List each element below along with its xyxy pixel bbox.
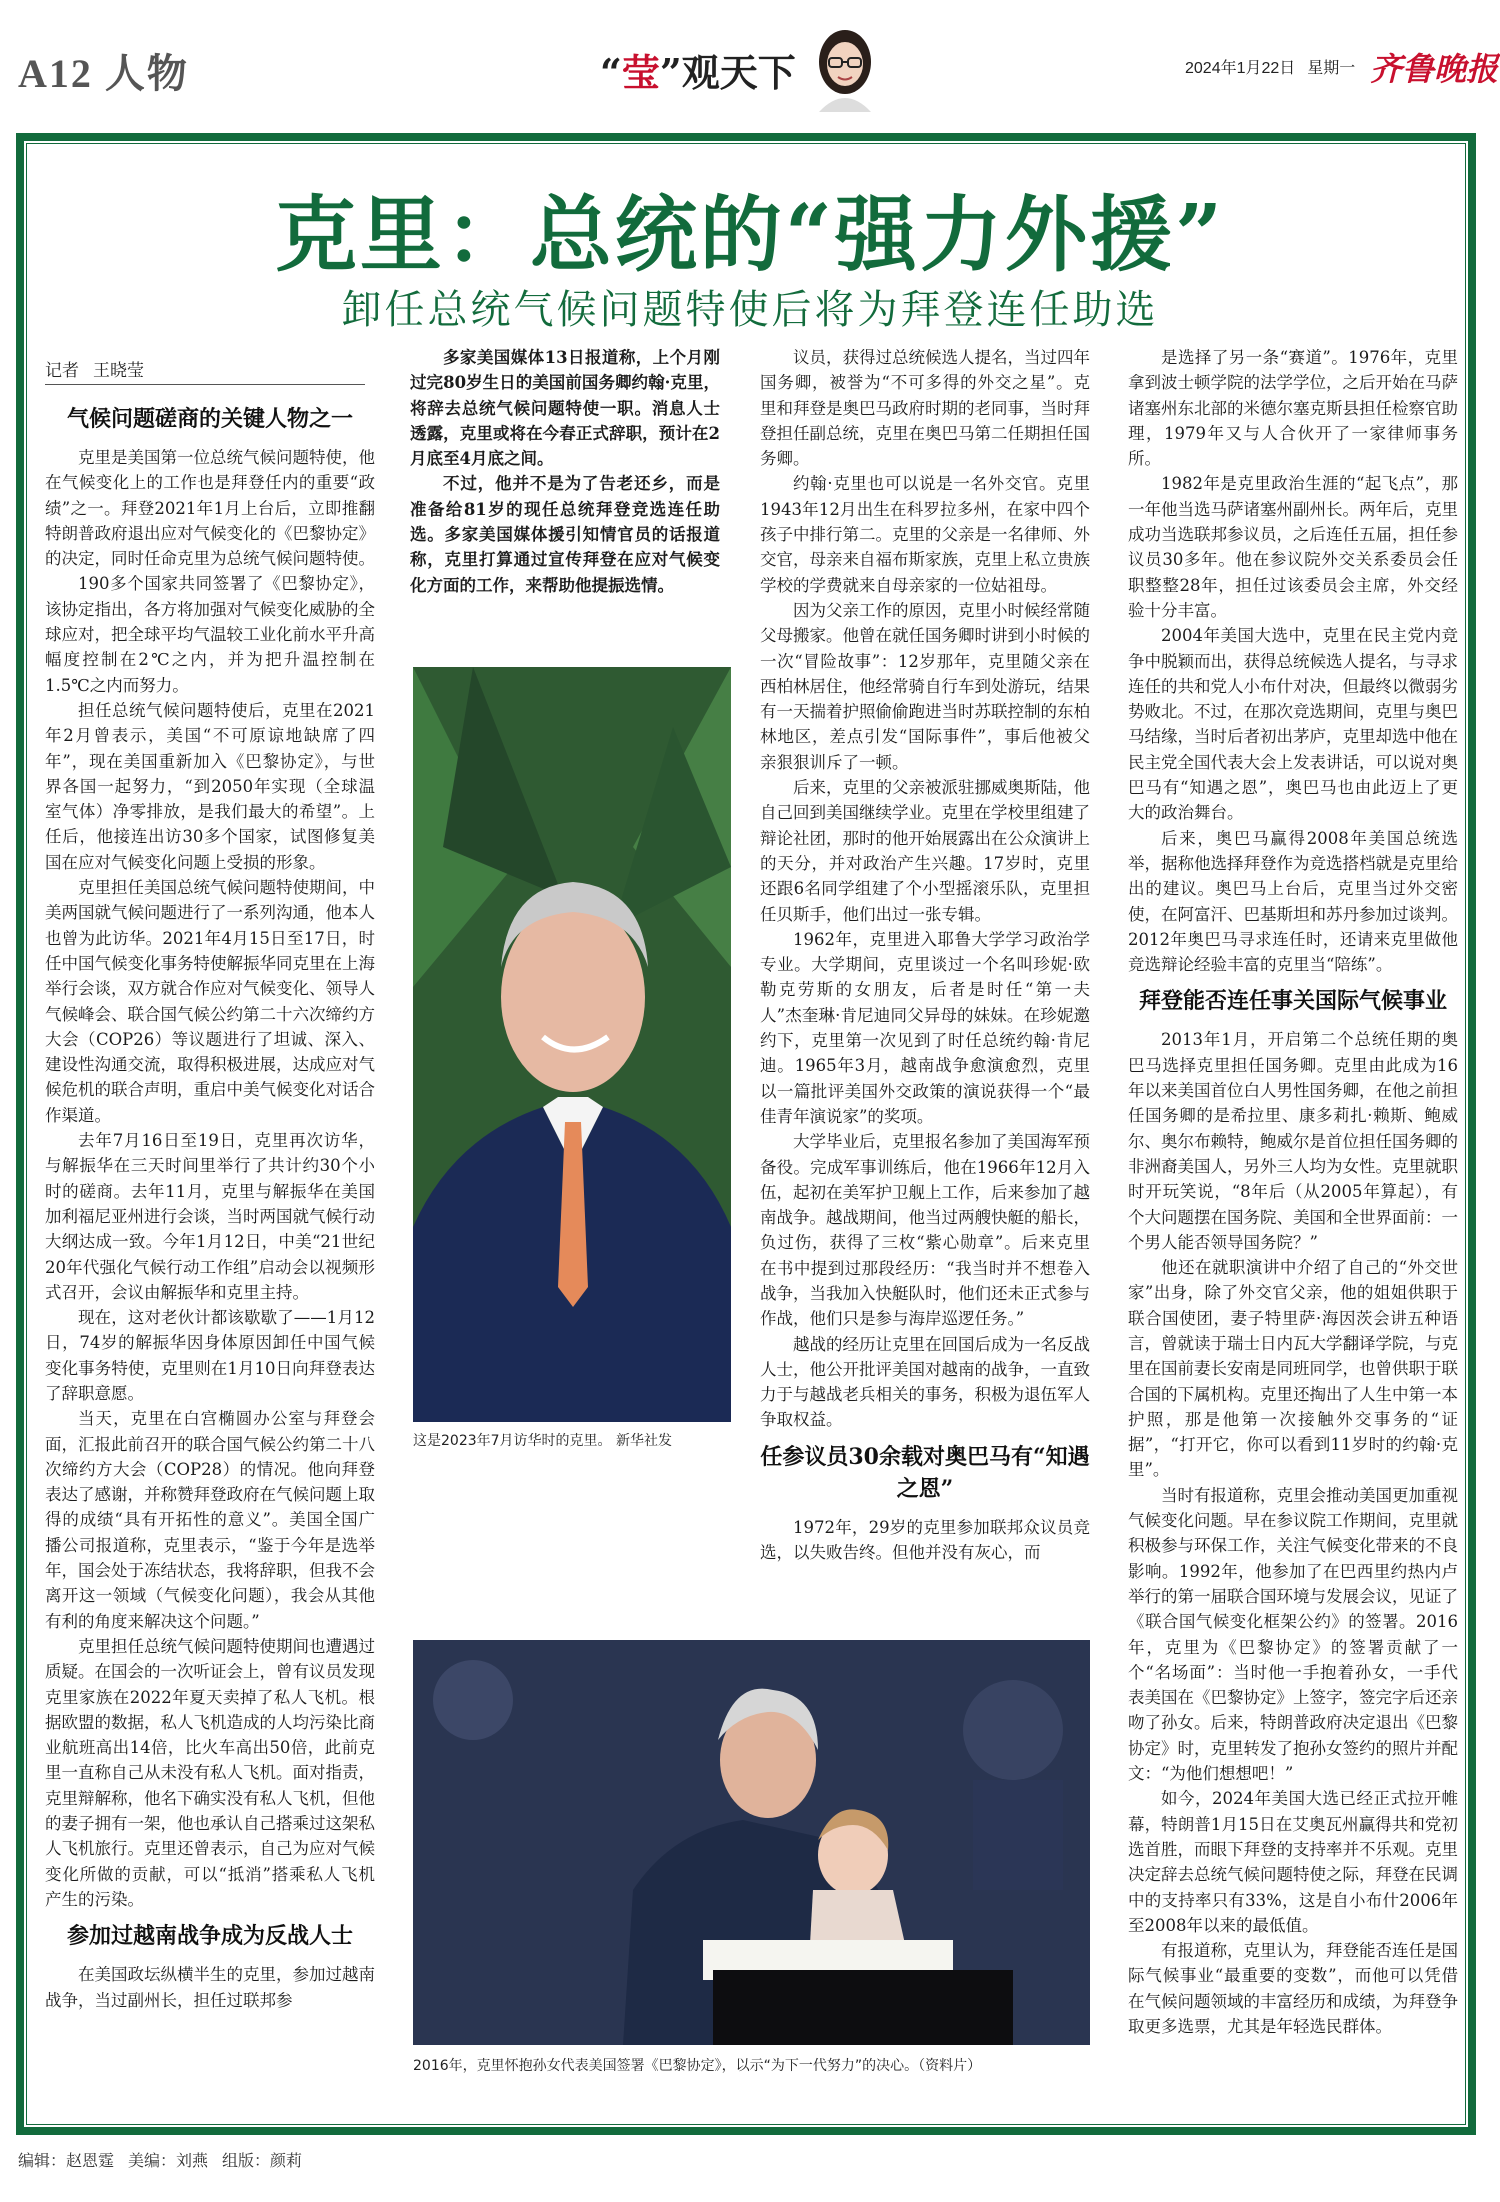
photo-caption: 2016年，克里怀抱孙女代表美国签署《巴黎协定》，以示“为下一代努力”的决心。（资料片） bbox=[413, 2058, 982, 2074]
column-3 bbox=[760, 345, 1090, 1565]
paragraph: 2013年1月，开启第二个总统任期的奥巴马选择克里担任国务卿。克里由此成为16年以来美国首位白人男性国务卿，在他之前担任国务卿的是希拉里、康多莉扎·赖斯、鲍威尔、奥尔布赖特，鲍威尔是首位担任国务卿的非洲裔美国人，另外三人均为女性。克里就职时开玩笑说，“8年后（从2005年算起），有个大问题摆在国务院、美国和全世界面前：一个男人能否领导国务院？” bbox=[1128, 1030, 1458, 1252]
lead-paragraph: 多家美国媒体13日报道称，上个月刚过完80岁生日的美国前国务卿约翰·克里，将辞去总统气候问题特使一职。消息人士透露，克里或将在今春正式辞职，预计在2月底至4月底之间。 bbox=[410, 348, 720, 469]
paragraph: 有报道称，克里认为，拜登能否连任是国际气候事业“最重要的变数”，而他可以凭借在气候问题领域的丰富经历和成绩，为拜登争取更多选票，尤其是年轻选民群体。 bbox=[1128, 1941, 1458, 2036]
issue-weekday: 星期一 bbox=[1307, 60, 1356, 77]
paragraph: 克里是美国第一位总统气候问题特使，他在气候变化上的工作也是拜登任内的重要“政绩”之一。拜登2021年1月上台后，立即推翻特朗普政府退出应对气候变化的《巴黎协定》的决定，同时任命克里为总统气候问题特使。 bbox=[45, 448, 375, 569]
paragraph: 担任总统气候问题特使后，克里在2021年2月曾表示，美国“不可原谅地缺席了四年”，现在美国重新加入《巴黎协定》，与世界各国一起努力，“到2050年实现（全球温室气体）净零排放，是我们最大的希望”。上任后，他接连出访30多个国家，试图修复美国在应对气候变化问题上受损的形象。 bbox=[45, 700, 375, 872]
paper-logo: 齐鲁晚报 bbox=[1370, 50, 1499, 88]
column-1 bbox=[45, 395, 375, 2013]
paragraph: 现在，这对老伙计都该歇歇了——1月12日，74岁的解振华因身体原因卸任中国气候变化事务特使，克里则在1月10日向拜登表达了辞职意愿。 bbox=[45, 1308, 375, 1403]
layout-credit: 组版：颜莉 bbox=[222, 2151, 303, 2170]
column-2-lead bbox=[410, 345, 720, 598]
portrait-image bbox=[413, 667, 731, 1422]
masthead bbox=[0, 0, 1500, 115]
paragraph: 克里担任美国总统气候问题特使期间，中美两国就气候问题进行了一系列沟通，他本人也曾为此访华。2021年4月15日至17日，时任中国气候变化事务特使解振华同克里在上海举行会谈，双方就合作应对气候变化、领导人气候峰会、联合国气候公约第二十六次缔约方大会（COP26）等议题进行了坦诚、深入、建设性沟通交流，取得积极进展，达成应对气候危机的联合声明，重启中美气候变化对话合作渠道。 bbox=[45, 878, 375, 1125]
columnist-portrait-icon bbox=[805, 22, 885, 112]
date-line bbox=[1185, 55, 1367, 78]
headline: 克里：总统的“强力外援” bbox=[274, 187, 1226, 283]
lead-paragraph: 不过，他并不是为了告老还乡，而是准备给81岁的现任总统拜登竞选连任助选。多家美国媒体援引知情官员的话报道称，克里打算通过宣传拜登在应对气候变化方面的工作，来帮助他提振选情。 bbox=[410, 474, 720, 595]
paragraph: 如今，2024年美国大选已经正式拉开帷幕，特朗普1月15日在艾奥瓦州赢得共和党初选首胜，而眼下拜登的支持率并不乐观。克里决定辞去总统气候问题特使之际，拜登在民调中的支持率只有33%，这是自小布什2006年至2008年以来的最低值。 bbox=[1128, 1789, 1458, 1935]
column-4 bbox=[1128, 345, 1458, 2039]
paragraph: 1982年是克里政治生涯的“起飞点”，那一年他当选马萨诸塞州副州长。两年后，克里成功当选联邦参议员，之后连任五届，担任参议员30多年。他在参议院外交关系委员会任职整整28年，担任过该委员会主席，外交经验十分丰富。 bbox=[1128, 474, 1458, 620]
section-title: 任参议员30余载对奥巴马有“知遇之恩” bbox=[760, 1443, 1090, 1502]
issue-date: 2024年1月22日 bbox=[1185, 60, 1296, 77]
byline-name: 王晓莹 bbox=[93, 361, 144, 381]
photo-kerry-portrait bbox=[413, 667, 731, 1422]
photo-caption: 这是2023年7月访华时的克里。 新华社发 bbox=[413, 1433, 672, 1449]
paragraph: 1962年，克里进入耶鲁大学学习政治学专业。大学期间，克里谈过一个名叫珍妮·欧勒克劳斯的女朋友，后者是时任“第一夫人”杰奎琳·肯尼迪同父异母的妹妹。在珍妮邀约下，克里第一次见到了时任总统约翰·肯尼迪。1965年3月，越南战争愈演愈烈，克里以一篇批评美国外交政策的演说获得一个“最佳青年演说家”的奖项。 bbox=[760, 929, 1090, 1126]
paragraph: 越战的经历让克里在回国后成为一名反战人士，他公开批评美国对越南的战争，一直致力于与越战老兵相关的事务，积极为退伍军人争取权益。 bbox=[760, 1334, 1090, 1430]
paragraph: 当时有报道称，克里会推动美国更加重视气候变化问题。早在参议院工作期间，克里就积极参与环保工作，关注气候变化带来的不良影响。1992年，他参加了在巴西里约热内卢举行的第一届联合国环境与发展会议，见证了《联合国气候变化框架公约》的签署。2016年，克里为《巴黎协定》的签署贡献了一个“名场面”：当时他一手抱着孙女，一手代表美国在《巴黎协定》上签字，签完字后还亲吻了孙女。后来，特朗普政府决定退出《巴黎协定》时，克里转发了抱孙女签约的照片并配文：“为他们想想吧！” bbox=[1128, 1485, 1458, 1784]
editor-credit: 编辑：赵恩霆 bbox=[18, 2151, 115, 2170]
section-title: 参加过越南战争成为反战人士 bbox=[66, 1923, 353, 1950]
paragraph: 议员，获得过总统候选人提名，当过四年国务卿，被誉为“不可多得的外交之星”。克里和拜登是奥巴马政府时期的老同事，当时拜登担任副总统，克里在奥巴马第二任期担任国务卿。 bbox=[760, 348, 1090, 469]
paragraph: 因为父亲工作的原因，克里小时候经常随父母搬家。他曾在就任国务卿时讲到小时候的一次“冒险故事”：12岁那年，克里随父亲在西柏林居住，他经常骑自行车到处游玩，结果有一天揣着护照偷偷跑进当时苏联控制的东柏林地区，差点引发“国际事件”，事后他被父亲狠狠训斥了一顿。 bbox=[760, 600, 1090, 772]
paragraph: 后来，奥巴马赢得2008年美国总统选举，据称他选择拜登作为竞选搭档就是克里给出的建议。奥巴马上台后，克里当过外交密使，在阿富汗、巴基斯坦和苏丹参加过谈判。2012年奥巴马寻求连任时，还请来克里做他竞选辩论经验丰富的克里当“陪练”。 bbox=[1128, 828, 1458, 975]
column-quote-open: “ bbox=[600, 50, 622, 95]
byline-label: 记者 bbox=[45, 361, 79, 381]
section-title: 气候问题磋商的关键人物之一 bbox=[66, 406, 353, 432]
photo-paris-agreement-signing bbox=[413, 1640, 1090, 2045]
signing-image bbox=[413, 1640, 1090, 2045]
column-name-rest: ”观天下 bbox=[659, 50, 796, 95]
section-title: 拜登能否连任事关国际气候事业 bbox=[1138, 988, 1447, 1015]
paragraph: 在美国政坛纵横半生的克里，参加过越南战争，当过副州长，担任过联邦参 bbox=[45, 1965, 375, 2010]
paragraph: 190多个国家共同签署了《巴黎协定》，该协定指出，各方将加强对气候变化威胁的全球应对，把全球平均气温较工业化前水平升高幅度控制在2℃之内，并为把升温控制在1.5℃之内而努力。 bbox=[45, 574, 375, 695]
column-name-highlight: 莹 bbox=[621, 50, 660, 95]
paragraph: 2004年美国大选中，克里在民主党内竞争中脱颖而出，获得总统候选人提名，与寻求连任的共和党人小布什对决，但最终以微弱劣势败北。不过，在那次竞选期间，克里与奥巴马结缘，当时后者初出茅庐，克里却选中他在民主党全国代表大会上发表讲话，可以说对奥巴马有“知遇之恩”，奥巴马也由此迈上了更大的政治舞台。 bbox=[1128, 626, 1458, 823]
page-label: A12 人物 bbox=[18, 51, 189, 96]
paragraph: 是选择了另一条“赛道”。1976年，克里拿到波士顿学院的法学学位，之后开始在马萨诸塞州东北部的米德尔塞克斯县担任检察官助理，1979年又与人合伙开了一家律师事务所。 bbox=[1128, 348, 1458, 469]
byline bbox=[45, 356, 365, 385]
paragraph: 约翰·克里也可以说是一名外交官。克里1943年12月出生在科罗拉多州，在家中四个孩子中排行第二。克里的父亲是一名律师、外交官，母亲来自福布斯家族，克里上私立贵族学校的学费就来自母亲家的一位姑祖母。 bbox=[760, 474, 1090, 595]
subheadline: 卸任总统气候问题特使后将为拜登连任助选 bbox=[341, 287, 1159, 333]
paragraph: 克里担任总统气候问题特使期间也遭遇过质疑。在国会的一次听证会上，曾有议员发现克里家族在2022年夏天卖掉了私人飞机。根据欧盟的数据，私人飞机造成的人均污染比商业航班高出14倍，比火车高出50倍，此前克里一直称自己从未没有私人飞机。面对指责，克里辩解称，他名下确实没有私人飞机，但他的妻子拥有一架，他也承认自己搭乘过这架私人飞机旅行。克里还曾表示，自己为应对气候变化所做的贡献，可以“抵消”搭乘私人飞机产生的污染。 bbox=[45, 1636, 375, 1909]
footer-credits bbox=[18, 2148, 316, 2171]
designer-credit: 美编：刘燕 bbox=[128, 2151, 209, 2170]
paragraph: 去年7月16日至19日，克里再次访华，与解振华在三天时间里举行了共计约30个小时的磋商。去年11月，克里与解振华在美国加利福尼亚州进行会谈，当时两国就气候行动大纲达成一致。今年1月12日，中美“21世纪20年代强化气候行动工作组”启动会以视频形式召开，会议由解振华和克里主持。 bbox=[45, 1131, 375, 1302]
paragraph: 当天，克里在白宫椭圆办公室与拜登会面，汇报此前召开的联合国气候公约第二十八次缔约方大会（COP28）的情况。他向拜登表达了感谢，并称赞拜登政府在气候问题上取得的成绩“具有开拓性的意义”。美国全国广播公司报道称，克里表示，“鉴于今年是选举年，国会处于冻结状态，我将辞职，但我不会离开这一领域（气候变化问题），我会从其他有利的角度来解决这个问题。” bbox=[45, 1409, 375, 1631]
paragraph: 大学毕业后，克里报名参加了美国海军预备役。完成军事训练后，他在1966年12月入伍，起初在美军护卫舰上工作，后来参加了越南战争。越战期间，他当过两艘快艇的船长，负过伤，获得了三枚“紫心勋章”。后来克里在书中提到过那段经历：“我当时并不想卷入战争，当我加入快艇队时，他们还未正式参与作战，他们只是参与海岸巡逻任务。” bbox=[760, 1132, 1090, 1329]
paragraph: 他还在就职演讲中介绍了自己的“外交世家”出身，除了外交官父亲，他的姐姐供职于联合国使团，妻子特里萨·海因茨会讲五种语言，曾就读于瑞士日内瓦大学翻译学院，与克里在国前妻长安南是同班同学，也曾供职于联合国的下属机构。克里还掏出了人生中第一本护照，那是他第一次接触外交事务的“证据”，“打开它，你可以看到11岁时的约翰·克里”。 bbox=[1128, 1258, 1458, 1480]
paragraph: 后来，克里的父亲被派驻挪威奥斯陆，他自己回到美国继续学业。克里在学校里组建了辩论社团，那时的他开始展露出在公众演讲上的天分，并对政治产生兴趣。17岁时，克里还跟6名同学组建了个小型摇滚乐队，克里担任贝斯手，他们出过一张专辑。 bbox=[760, 778, 1090, 924]
column-name bbox=[600, 42, 796, 97]
paragraph: 1972年，29岁的克里参加联邦众议员竞选，以失败告终。但他并没有灰心，而 bbox=[760, 1517, 1090, 1563]
